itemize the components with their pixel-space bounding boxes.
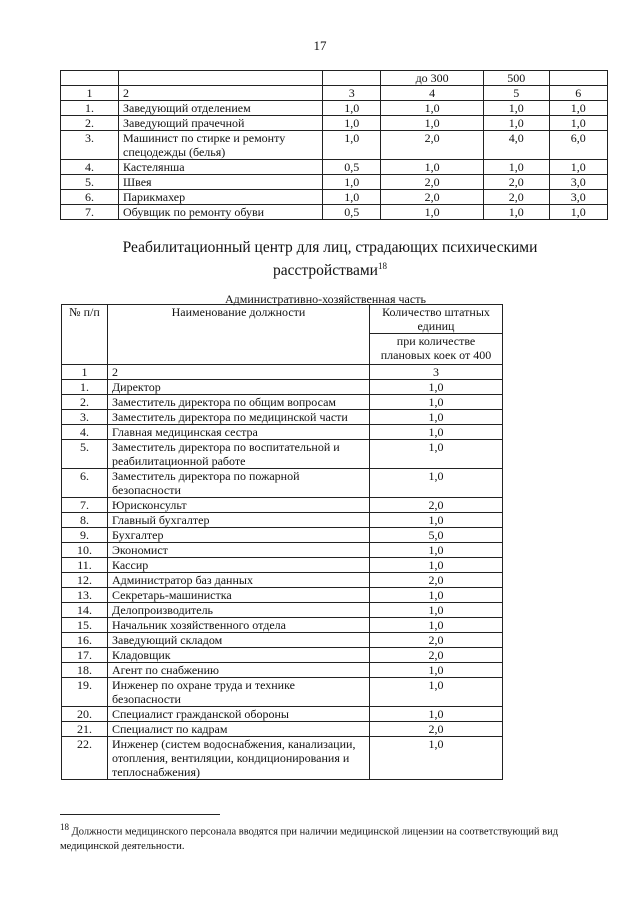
table-row <box>61 71 608 86</box>
table-row <box>62 603 503 618</box>
table-cell: 1,0 <box>370 588 503 603</box>
table-cell: 500 <box>483 71 549 86</box>
table-row <box>62 365 503 380</box>
table-cell: Юрисконсульт <box>108 498 370 513</box>
table-cell: Главный бухгалтер <box>108 513 370 528</box>
table-cell: 1,0 <box>381 160 483 175</box>
table-cell: Инженер (систем водоснабжения, канализации, отопления, вентиляции, кондиционирования и теплоснабжения) <box>108 737 370 780</box>
table-row <box>61 190 608 205</box>
table-cell: Специалист гражданской обороны <box>108 707 370 722</box>
table-cell: Бухгалтер <box>108 528 370 543</box>
table-cell: 18. <box>62 663 108 678</box>
footnote-ref: 18 <box>377 261 387 271</box>
table-row <box>61 131 608 160</box>
table-cell: Швея <box>119 175 323 190</box>
table-cell: Инженер по охране труда и технике безопасности <box>108 678 370 707</box>
table-row <box>62 425 503 440</box>
table-cell: Главная медицинская сестра <box>108 425 370 440</box>
table-row <box>62 469 503 498</box>
table-cell: Начальник хозяйственного отдела <box>108 618 370 633</box>
table-cell: 7. <box>62 498 108 513</box>
table-cell: 1,0 <box>370 425 503 440</box>
table-cell: 1,0 <box>370 469 503 498</box>
table-cell: 1,0 <box>483 160 549 175</box>
table-cell: 1,0 <box>370 618 503 633</box>
table-cell: 1,0 <box>323 131 381 160</box>
table-cell: Директор <box>108 380 370 395</box>
table-cell <box>549 71 607 86</box>
table-cell: 6 <box>549 86 607 101</box>
table-cell: Кастелянша <box>119 160 323 175</box>
table-cell: 1,0 <box>549 205 607 220</box>
table-cell: Заместитель директора по медицинской части <box>108 410 370 425</box>
table-cell: 1,0 <box>323 116 381 131</box>
table-row <box>62 380 503 395</box>
table-cell: 4,0 <box>483 131 549 160</box>
table-cell: 2,0 <box>370 573 503 588</box>
table-cell: Заведующий прачечной <box>119 116 323 131</box>
staff-table-admin <box>61 304 503 780</box>
table-cell: 1,0 <box>370 737 503 780</box>
table-cell: 1,0 <box>323 175 381 190</box>
table-cell: 1,0 <box>370 678 503 707</box>
table-cell: 1. <box>61 101 119 116</box>
table-row <box>62 722 503 737</box>
table-cell: 11. <box>62 558 108 573</box>
table-row <box>62 513 503 528</box>
table-cell: 1,0 <box>370 440 503 469</box>
table-cell: 1,0 <box>381 116 483 131</box>
table-cell: 3,0 <box>549 175 607 190</box>
table-cell: 6. <box>61 190 119 205</box>
table-cell: 5,0 <box>370 528 503 543</box>
table-row <box>62 528 503 543</box>
table-row <box>61 175 608 190</box>
header-cell-position: Наименование должности <box>108 305 370 365</box>
table-row <box>62 498 503 513</box>
staff-table-laundry <box>60 70 608 220</box>
table-cell: Делопроизводитель <box>108 603 370 618</box>
table-cell: 3. <box>62 410 108 425</box>
table-cell: Заместитель директора по общим вопросам <box>108 395 370 410</box>
table-cell: 1,0 <box>381 101 483 116</box>
table-row <box>61 160 608 175</box>
table-row <box>62 395 503 410</box>
table-cell: 2,0 <box>483 175 549 190</box>
table-header-row <box>62 305 503 334</box>
table-cell: 1,0 <box>381 205 483 220</box>
table-cell: 2. <box>62 395 108 410</box>
table-cell: Парикмахер <box>119 190 323 205</box>
section-subtitle: Административно-хозяйственная часть <box>225 292 426 306</box>
table-cell: 2,0 <box>370 633 503 648</box>
table-cell: 4 <box>381 86 483 101</box>
table-cell: 3 <box>323 86 381 101</box>
table-cell: 22. <box>62 737 108 780</box>
table-cell: Специалист по кадрам <box>108 722 370 737</box>
table-cell: Заместитель директора по пожарной безопасности <box>108 469 370 498</box>
table-cell <box>61 71 119 86</box>
table-cell: 3,0 <box>549 190 607 205</box>
table-cell: до 300 <box>381 71 483 86</box>
table-cell: 3. <box>61 131 119 160</box>
table-cell: 14. <box>62 603 108 618</box>
table-cell: Заведующий складом <box>108 633 370 648</box>
footnote-text: Должности медицинского персонала вводятся при наличии медицинской лицензии на соответствующий вид медицинской деятельности. <box>60 826 559 852</box>
table-row <box>62 663 503 678</box>
table-cell: Заведующий отделением <box>119 101 323 116</box>
table-cell: 1,0 <box>370 707 503 722</box>
section-title <box>100 238 560 280</box>
table-cell: 5. <box>62 440 108 469</box>
table-cell: 1 <box>62 365 108 380</box>
table-row <box>62 737 503 780</box>
table-cell: 3 <box>370 365 503 380</box>
table-cell: 2,0 <box>370 498 503 513</box>
footnote <box>60 820 580 854</box>
table-cell: Машинист по стирке и ремонту спецодежды (белья) <box>119 131 323 160</box>
table-cell: 10. <box>62 543 108 558</box>
table-cell: 6,0 <box>549 131 607 160</box>
table-cell: 17. <box>62 648 108 663</box>
table-row <box>62 618 503 633</box>
table-cell: 20. <box>62 707 108 722</box>
table-cell: 1,0 <box>549 101 607 116</box>
table-cell: 1,0 <box>370 543 503 558</box>
table-cell: 7. <box>61 205 119 220</box>
table-cell: 2,0 <box>381 190 483 205</box>
table-cell: 9. <box>62 528 108 543</box>
table-row <box>62 573 503 588</box>
section-title-text: Реабилитационный центр для лиц, страдающих психическими расстройствами <box>122 239 538 280</box>
table-cell: Секретарь-машинистка <box>108 588 370 603</box>
table-cell: Администратор баз данных <box>108 573 370 588</box>
table-row <box>62 543 503 558</box>
page-number: 17 <box>313 38 327 53</box>
table-cell: 1. <box>62 380 108 395</box>
table-row <box>62 588 503 603</box>
table-cell: Экономист <box>108 543 370 558</box>
table-row <box>61 116 608 131</box>
table-cell: 4. <box>62 425 108 440</box>
table-cell: 1,0 <box>549 116 607 131</box>
table-cell: 12. <box>62 573 108 588</box>
table-cell <box>119 71 323 86</box>
table-cell: 1 <box>61 86 119 101</box>
table-cell: Обувщик по ремонту обуви <box>119 205 323 220</box>
table-cell: 5 <box>483 86 549 101</box>
table-cell: 1,0 <box>483 101 549 116</box>
table-cell: 1,0 <box>483 205 549 220</box>
footnote-divider <box>60 814 220 815</box>
table-cell: 1,0 <box>323 190 381 205</box>
table-cell: Кассир <box>108 558 370 573</box>
table-cell: 8. <box>62 513 108 528</box>
table-cell: 21. <box>62 722 108 737</box>
table-row <box>62 707 503 722</box>
table-cell: 1,0 <box>323 101 381 116</box>
table-cell: 1,0 <box>370 395 503 410</box>
table-row <box>61 86 608 101</box>
table-cell: 1,0 <box>370 663 503 678</box>
header-cell-quantity-sub: при количестве плановых коек от 400 <box>370 334 503 365</box>
table-cell: 1,0 <box>549 160 607 175</box>
table-cell: Заместитель директора по воспитательной и реабилитационной работе <box>108 440 370 469</box>
table-cell: 2. <box>61 116 119 131</box>
table-cell: 2,0 <box>483 190 549 205</box>
table-cell: 1,0 <box>370 380 503 395</box>
table-cell: 2,0 <box>370 648 503 663</box>
table-cell: 0,5 <box>323 160 381 175</box>
table-cell: 1,0 <box>370 513 503 528</box>
table-row <box>62 678 503 707</box>
table-cell: 2 <box>119 86 323 101</box>
table-cell: 2,0 <box>370 722 503 737</box>
header-cell-quantity: Количество штатных единиц <box>370 305 503 334</box>
table-cell: 1,0 <box>483 116 549 131</box>
table-row <box>61 205 608 220</box>
table-cell: 2 <box>108 365 370 380</box>
table-cell: 15. <box>62 618 108 633</box>
header-cell-number: № п/п <box>62 305 108 365</box>
table-cell: 5. <box>61 175 119 190</box>
table-cell: 4. <box>61 160 119 175</box>
table-cell <box>323 71 381 86</box>
table-row <box>62 648 503 663</box>
table-cell: Агент по снабжению <box>108 663 370 678</box>
table-cell: 2,0 <box>381 131 483 160</box>
table-cell: 0,5 <box>323 205 381 220</box>
table-row <box>62 633 503 648</box>
table-cell: 1,0 <box>370 410 503 425</box>
table-row <box>62 558 503 573</box>
table-cell: 19. <box>62 678 108 707</box>
table-cell: Кладовщик <box>108 648 370 663</box>
table-row <box>61 101 608 116</box>
table-cell: 1,0 <box>370 603 503 618</box>
table-row <box>62 440 503 469</box>
table-cell: 1,0 <box>370 558 503 573</box>
table-row <box>62 410 503 425</box>
table-cell: 6. <box>62 469 108 498</box>
table-cell: 16. <box>62 633 108 648</box>
table-cell: 2,0 <box>381 175 483 190</box>
table-cell: 13. <box>62 588 108 603</box>
footnote-number: 18 <box>60 822 69 832</box>
